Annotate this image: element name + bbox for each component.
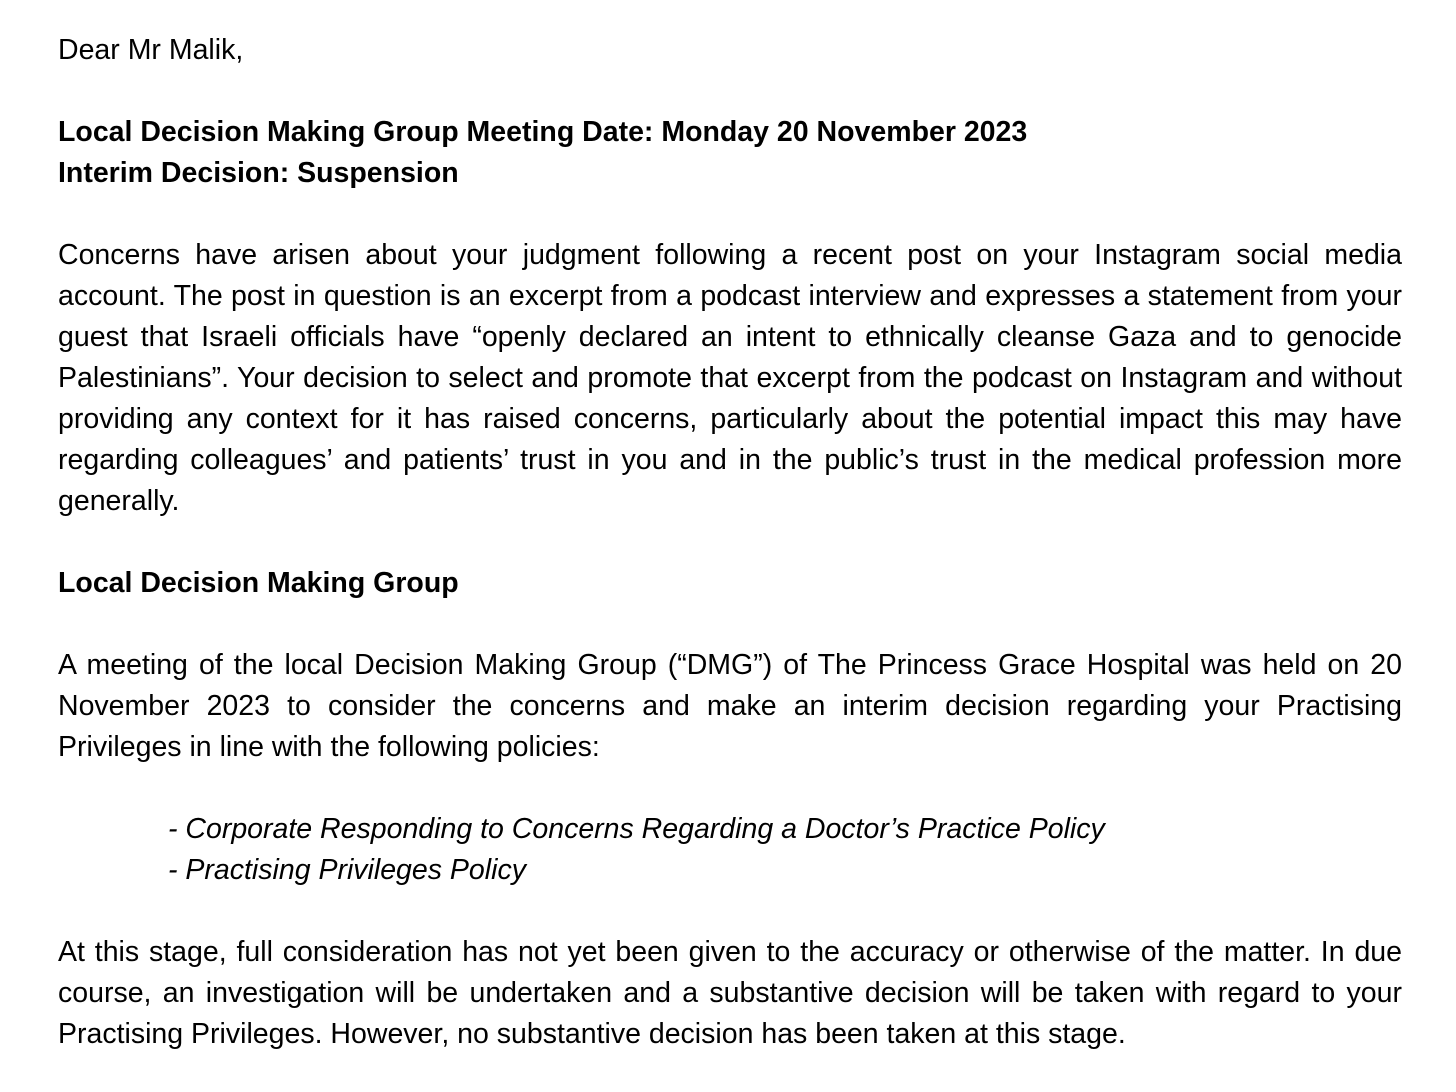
meeting-paragraph: A meeting of the local Decision Making Group (“DMG”) of The Princess Grace Hospital was held on 20 November 2023 to consider the concerns and make an interim decision regarding your Practising Privileges in line with the following policies:	[58, 649, 1402, 763]
heading-block	[58, 112, 1402, 194]
interim-decision-heading: Interim Decision: Suspension	[58, 157, 459, 189]
meeting-date-heading: Local Decision Making Group Meeting Date: Monday 20 November 2023	[58, 116, 1028, 148]
letter-page	[58, 30, 1402, 1055]
section-heading: Local Decision Making Group	[58, 567, 459, 599]
policy-item: - Corporate Responding to Concerns Regarding a Doctor’s Practice Policy	[168, 813, 1105, 845]
policy-item: - Practising Privileges Policy	[168, 854, 526, 886]
policy-list	[58, 809, 1402, 891]
stage-paragraph: At this stage, full consideration has not yet been given to the accuracy or otherwise of the matter. In due course, an investigation will be undertaken and a substantive decision will be taken with regard to your Practising Privileges. However, no substantive decision has been taken at this stage.	[58, 936, 1402, 1050]
salutation: Dear Mr Malik,	[58, 34, 244, 66]
concerns-paragraph: Concerns have arisen about your judgment following a recent post on your Instagram social media account. The post in question is an excerpt from a podcast interview and expresses a statement from your guest that Israeli officials have “openly declared an intent to ethnically cleanse Gaza and to genocide Palestinians”. Your decision to select and promote that excerpt from the podcast on Instagram and without providing any context for it has raised concerns, particularly about the potential impact this may have regarding colleagues’ and patients’ trust in you and in the public’s trust in the medical profession more generally.	[58, 239, 1402, 517]
